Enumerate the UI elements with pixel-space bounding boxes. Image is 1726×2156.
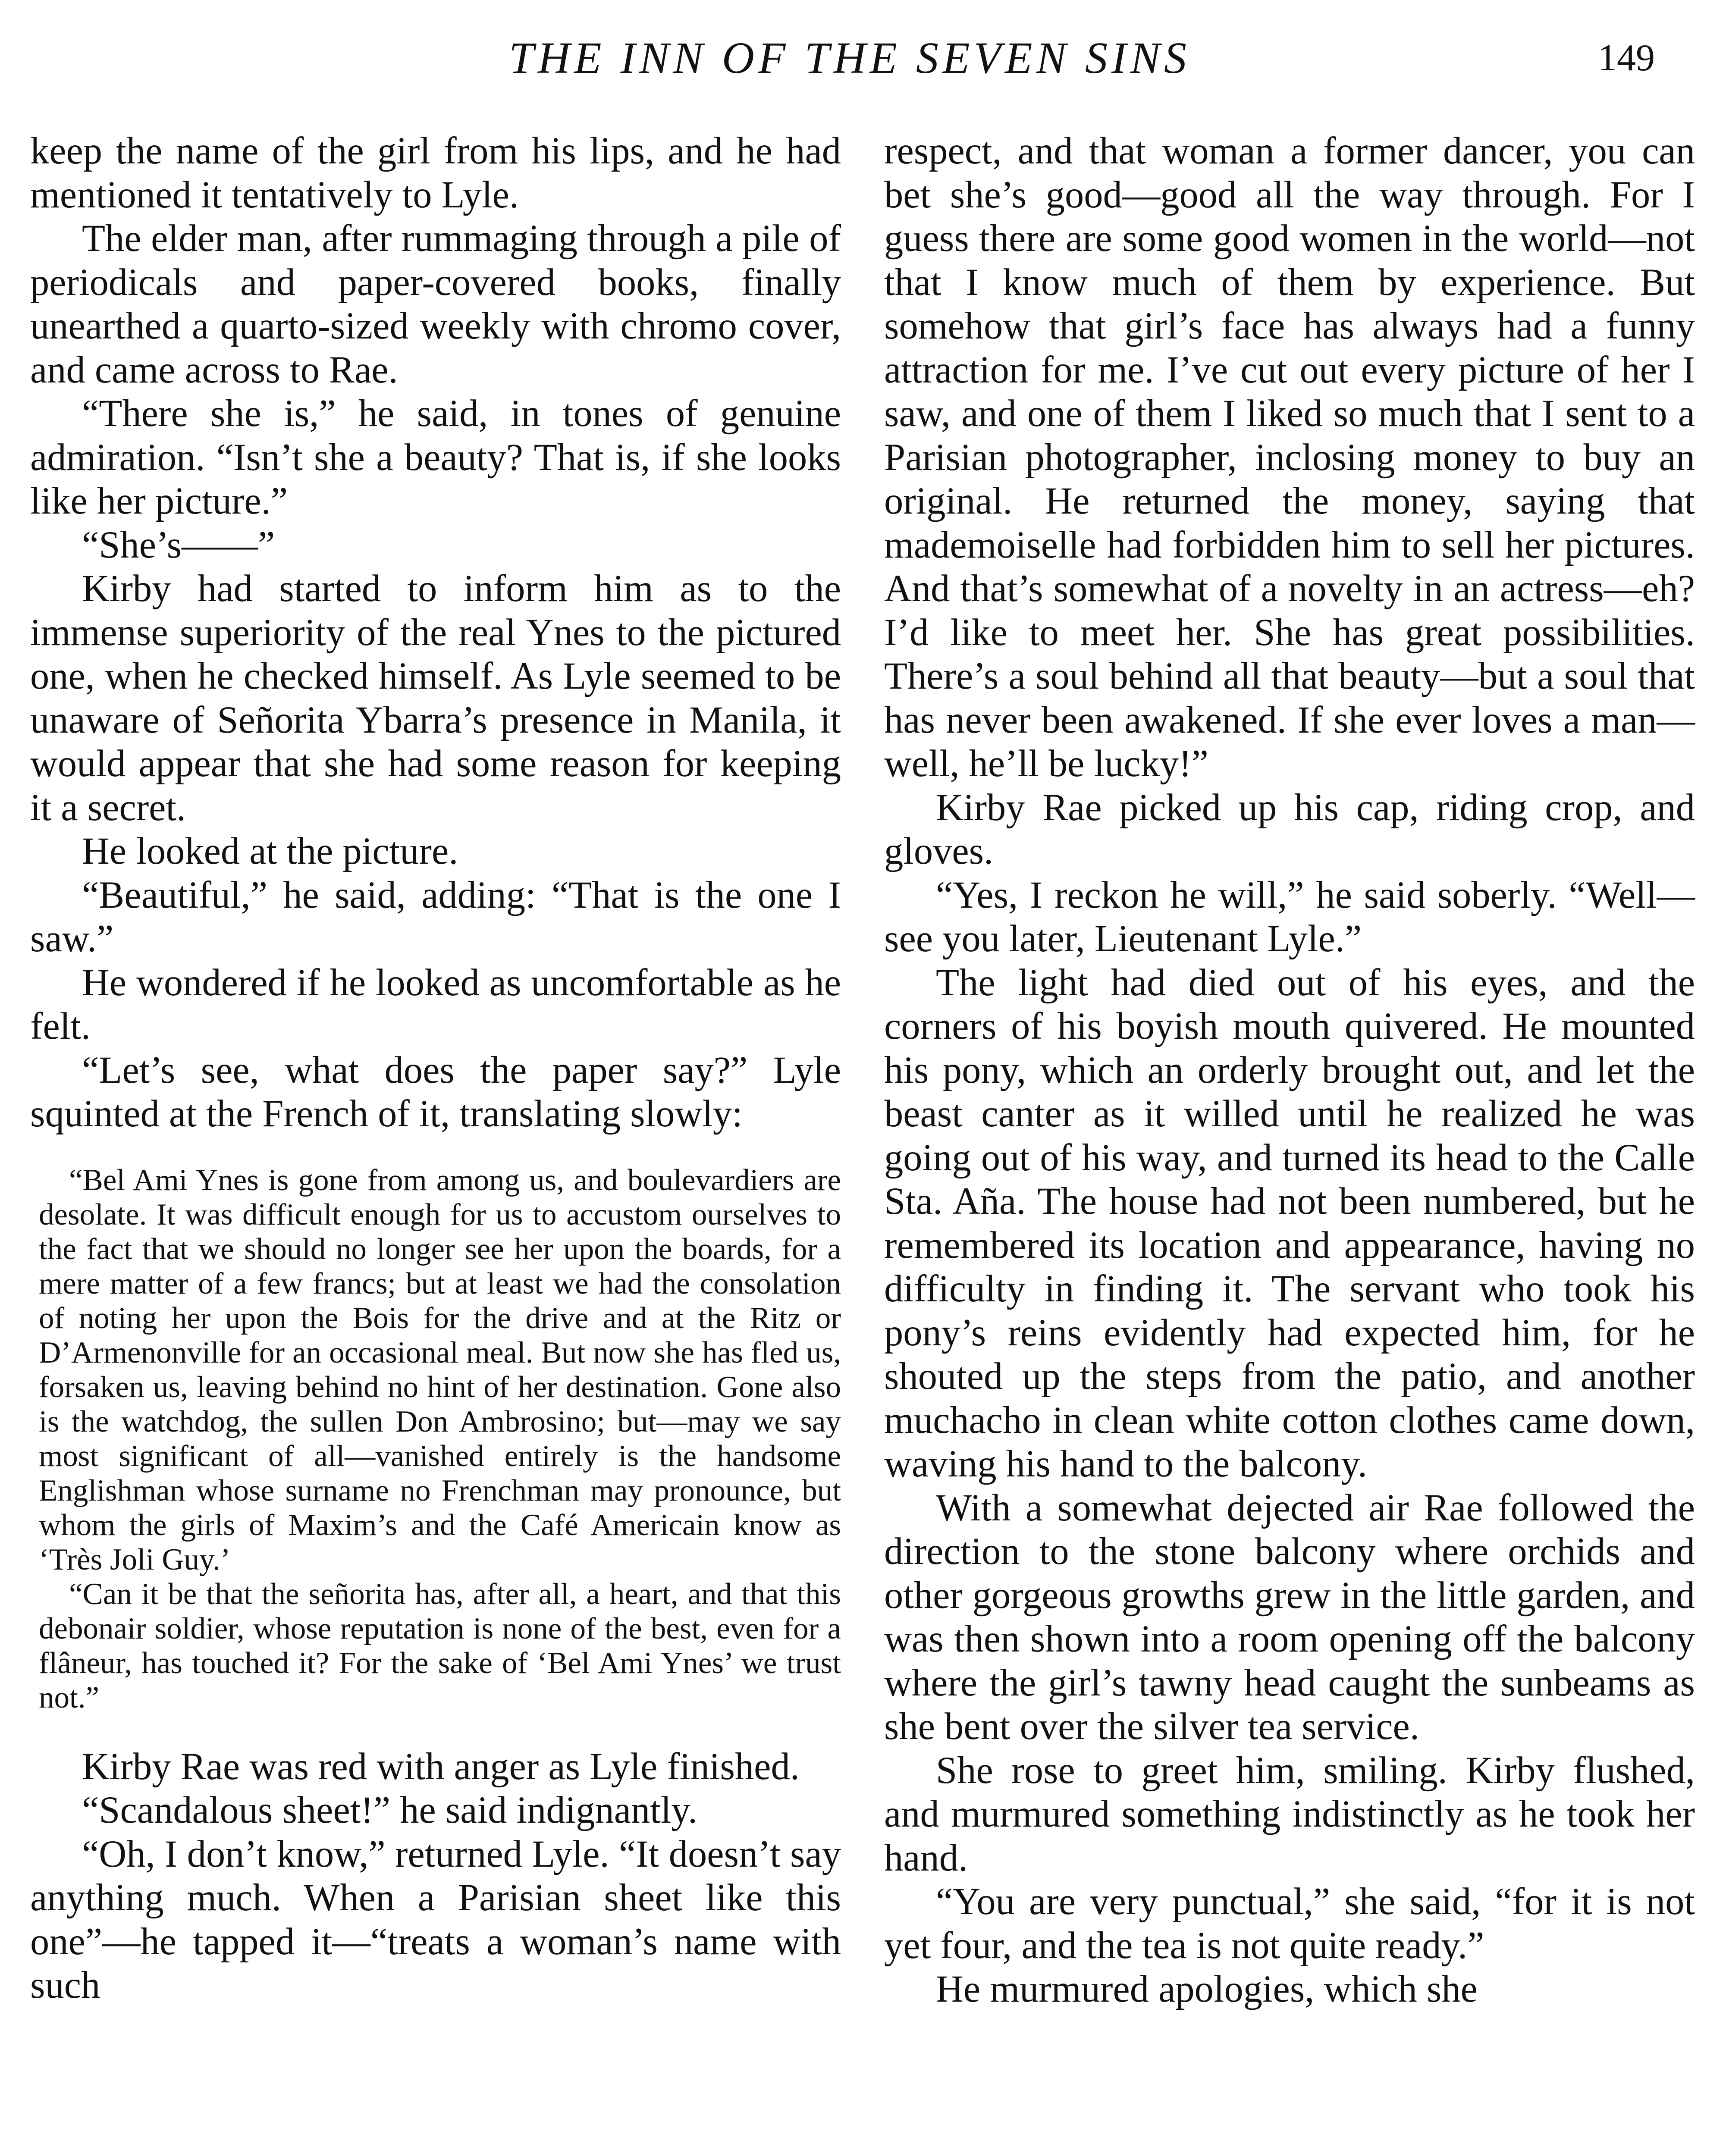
right-column [884,129,1695,2012]
paragraph: “You are very punctual,” she said, “for it is not yet four, and the tea is not quite ready.” [884,1880,1695,1967]
paragraph: Kirby Rae picked up his cap, riding crop, and gloves. [884,786,1695,872]
paragraph: “Beautiful,” he said, adding: “That is the one I saw.” [30,874,841,960]
paragraph: “Scandalous sheet!” he said indignantly. [82,1789,698,1831]
page-header [0,30,1726,86]
extract-paragraph: “Can it be that the señorita has, after all, a heart, and that this debonair soldier, whose reputation is none of the best, even for a flâneur, has touched it? For the sake of ‘Bel Ami Ynes’ we trust not.” [39,1577,841,1714]
paragraph: “She’s——” [82,523,275,566]
paragraph: “Yes, I reckon he will,” he said soberly. “Well—see you later, Lieutenant Lyle.” [884,874,1695,960]
page-number: 149 [1598,37,1655,79]
paragraph: He looked at the picture. [82,830,458,872]
paragraph: He murmured apologies, which she [936,1968,1478,2010]
paragraph: “Oh, I don’t know,” returned Lyle. “It doesn’t say anything much. When a Parisian sheet like this one”—he tapped it—“treats a woman’s name with such [30,1833,841,2006]
paragraph: The light had died out of his eyes, and the corners of his boyish mouth quivered. He mounted his pony, which an orderly brought out, and let the beast canter as it willed until he realized he was going out of his way, and turned its head to the Calle Sta. Aña. The house had not been numbered, but he remembered its location and appearance, having no difficulty in finding it. The servant who took his pony’s reins evidently had expected him, for he shouted up the steps from the patio, and another muchacho in clean white cotton clothes came down, waving his hand to the balcony. [884,961,1695,1485]
paragraph: With a somewhat dejected air Rae followed the direction to the stone balcony where orchids and other gorgeous growths grew in the little garden, and was then shown into a room opening off the balcony where the girl’s tawny head caught the sunbeams as she bent over the silver tea service. [884,1486,1695,1748]
paragraph: He wondered if he looked as uncomfortable as he felt. [30,961,841,1047]
left-column [30,129,841,2008]
paragraph: “There she is,” he said, in tones of genuine admiration. “Isn’t she a beauty? That is, if she looks like her picture.” [30,392,841,522]
paragraph: Kirby Rae was red with anger as Lyle finished. [82,1745,800,1788]
paragraph: She rose to greet him, smiling. Kirby flushed, and murmured something indistinctly as he took her hand. [884,1749,1695,1879]
running-head: THE INN OF THE SEVEN SINS [509,33,1190,83]
paragraph: keep the name of the girl from his lips, and he had mentioned it tentatively to Lyle. [30,130,841,216]
extract-paragraph: “Bel Ami Ynes is gone from among us, and boulevardiers are desolate. It was difficult enough for us to accustom ourselves to the fact that we should no longer see her upon the boards, for a mere matter of a few francs; but at least we had the consolation of noting her upon the Bois for the drive and at the Ritz or D’Armenonville for an occasional meal. But now she has fled us, forsaken us, leaving behind no hint of her destination. Gone also is the watchdog, the sullen Don Ambrosino; but—may we say most significant of all—vanished entirely is the handsome Englishman whose surname no Frenchman may pronounce, but whom the girls of Maxim’s and the Café Americain know as ‘Très Joli Guy.’ [39,1163,841,1576]
paragraph: Kirby had started to inform him as to the immense superiority of the real Ynes to the pictured one, when he checked himself. As Lyle seemed to be unaware of Señorita Ybarra’s presence in Manila, it would appear that she had some reason for keeping it a secret. [30,567,841,829]
paragraph: respect, and that woman a former dancer, you can bet she’s good—good all the way through. For I guess there are some good women in the world—not that I know much of them by experience. But somehow that girl’s face has always had a funny attraction for me. I’ve cut out every picture of her I saw, and one of them I liked so much that I sent to a Parisian photographer, inclosing money to buy an original. He returned the money, saying that mademoiselle had forbidden him to sell her pictures. And that’s somewhat of a novelty in an actress—eh? I’d like to meet her. She has great possibilities. There’s a soul behind all that beauty—but a soul that has never been awakened. If she ever loves a man—well, he’ll be lucky!” [884,130,1695,785]
quoted-extract [39,1163,841,1715]
paragraph: “Let’s see, what does the paper say?” Lyle squinted at the French of it, translating slowly: [30,1049,841,1135]
paragraph: The elder man, after rummaging through a pile of periodicals and paper-covered books, finally unearthed a quarto-sized weekly with chromo cover, and came across to Rae. [30,217,841,391]
